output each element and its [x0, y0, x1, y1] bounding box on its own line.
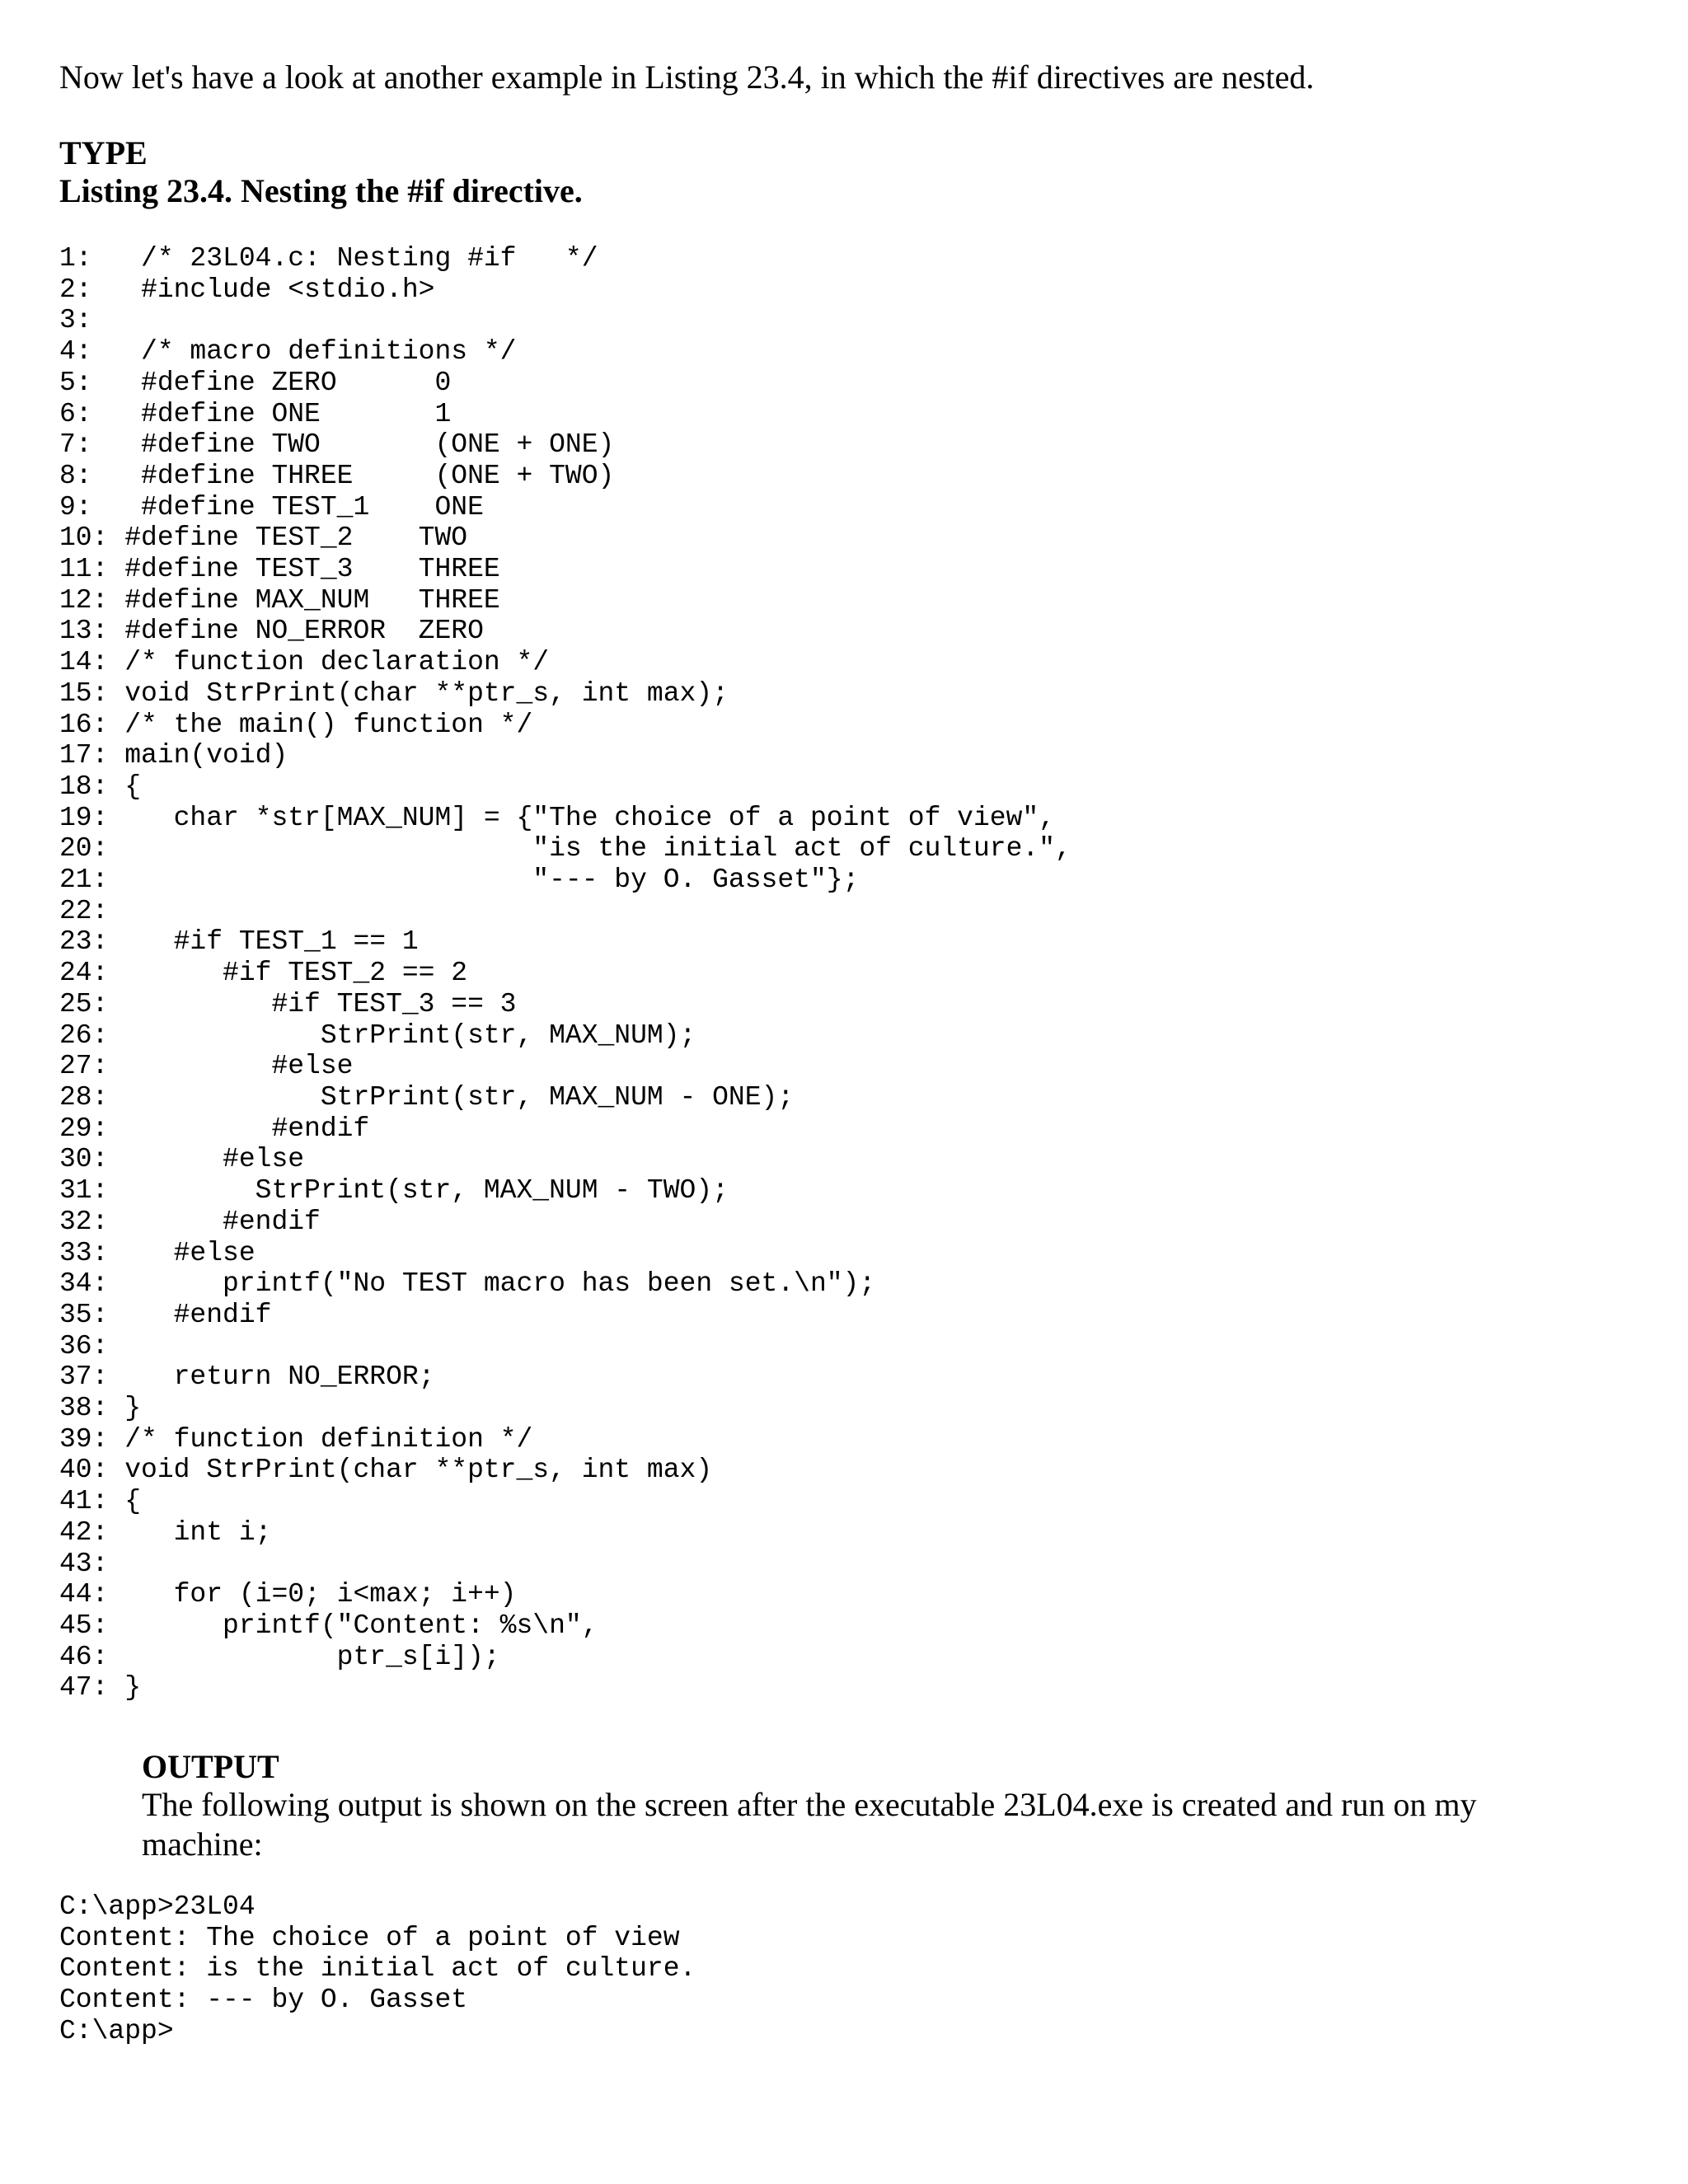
code-line: 34: printf("No TEST macro has been set.\n"); — [59, 1268, 876, 1300]
code-line: 16: /* the main() function */ — [59, 709, 533, 740]
console-output — [59, 1891, 696, 2047]
code-line: 4: /* macro definitions */ — [59, 336, 517, 368]
code-line: 41: { — [59, 1486, 142, 1517]
code-line: 32: #endif — [59, 1206, 321, 1237]
intro-paragraph: Now let's have a look at another example in Listing 23.4, in which the #if directives are nested. — [59, 59, 1315, 96]
code-line: 25: #if TEST_3 == 3 — [59, 988, 517, 1019]
console-line: Content: --- by O. Gasset — [59, 1985, 468, 2016]
code-line: 22: — [59, 895, 109, 926]
code-line: 20: "is the initial act of culture.", — [59, 833, 1071, 865]
code-line: 36: — [59, 1330, 109, 1361]
code-line: 46: ptr_s[i]); — [59, 1641, 500, 1672]
code-line: 1: /* 23L04.c: Nesting #if */ — [59, 243, 598, 274]
listing-title: Listing 23.4. Nesting the #if directive. — [59, 172, 583, 209]
code-line: 42: int i; — [59, 1516, 272, 1548]
code-line: 45: printf("Content: %s\n", — [59, 1610, 598, 1641]
code-line: 5: #define ZERO 0 — [59, 367, 452, 398]
code-line: 31: StrPrint(str, MAX_NUM - TWO); — [59, 1175, 729, 1207]
code-line: 29: #endif — [59, 1113, 370, 1144]
code-line: 33: #else — [59, 1237, 256, 1268]
code-line: 18: { — [59, 771, 142, 802]
code-line: 24: #if TEST_2 == 2 — [59, 958, 468, 989]
console-line: Content: is the initial act of culture. — [59, 1953, 696, 1985]
code-line: 2: #include <stdio.h> — [59, 274, 435, 305]
code-line: 40: void StrPrint(char **ptr_s, int max) — [59, 1455, 713, 1486]
code-line: 47: } — [59, 1672, 142, 1704]
code-line: 6: #define ONE 1 — [59, 398, 452, 429]
code-line: 35: #endif — [59, 1299, 272, 1330]
code-line: 11: #define TEST_3 THREE — [59, 554, 500, 585]
code-line: 15: void StrPrint(char **ptr_s, int max); — [59, 677, 729, 709]
code-line: 39: /* function definition */ — [59, 1423, 533, 1455]
code-line: 23: #if TEST_1 == 1 — [59, 926, 419, 958]
code-line: 44: for (i=0; i<max; i++) — [59, 1579, 517, 1610]
code-line: 38: } — [59, 1393, 142, 1424]
code-line: 19: char *str[MAX_NUM] = {"The choice of a point of view", — [59, 802, 1055, 833]
code-line: 14: /* function declaration */ — [59, 647, 550, 678]
code-line: 9: #define TEST_1 ONE — [59, 491, 484, 523]
code-line: 13: #define NO_ERROR ZERO — [59, 616, 484, 647]
code-line: 27: #else — [59, 1051, 354, 1082]
type-label: TYPE — [59, 134, 148, 171]
code-line: 26: StrPrint(str, MAX_NUM); — [59, 1019, 696, 1051]
output-description: The following output is shown on the screen after the executable 23L04.exe is created and run on my machine: — [142, 1786, 1477, 1863]
code-line: 7: #define TWO (ONE + ONE) — [59, 429, 615, 461]
code-line: 17: main(void) — [59, 740, 288, 771]
console-line: Content: The choice of a point of view — [59, 1922, 680, 1953]
code-line: 28: StrPrint(str, MAX_NUM - ONE); — [59, 1081, 795, 1113]
code-line: 43: — [59, 1548, 109, 1579]
code-line: 12: #define MAX_NUM THREE — [59, 584, 500, 616]
code-line: 21: "--- by O. Gasset"}; — [59, 865, 860, 896]
code-line: 10: #define TEST_2 TWO — [59, 523, 468, 554]
console-line: C:\app> — [59, 2015, 174, 2046]
code-line: 37: return NO_ERROR; — [59, 1361, 435, 1393]
code-line: 8: #define THREE (ONE + TWO) — [59, 460, 615, 491]
code-line: 3: — [59, 305, 92, 336]
output-label: OUTPUT — [142, 1748, 279, 1785]
code-line: 30: #else — [59, 1144, 305, 1175]
console-line: C:\app>23L04 — [59, 1891, 256, 1922]
code-listing — [59, 243, 1071, 1704]
